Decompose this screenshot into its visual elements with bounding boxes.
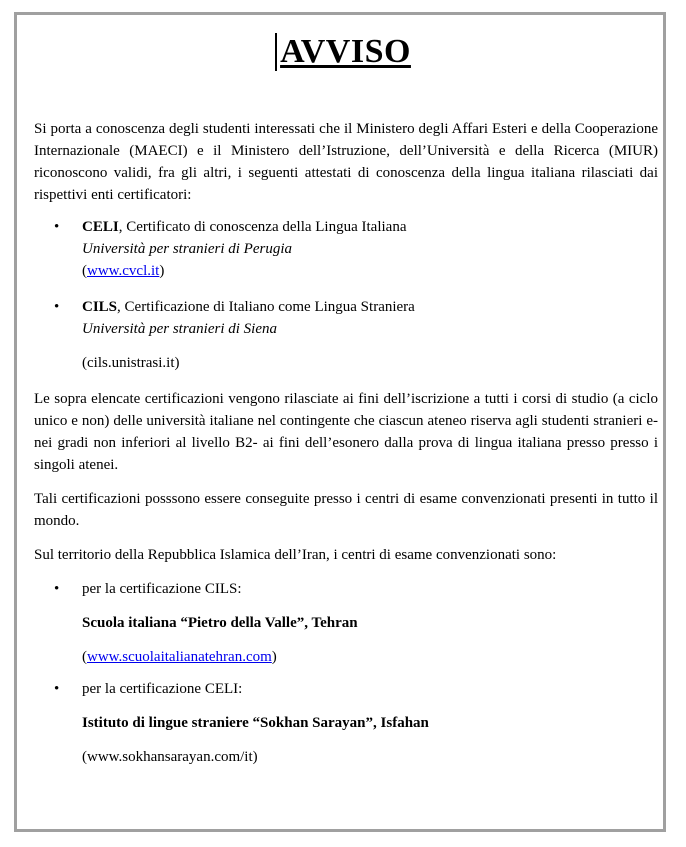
center-school: Scuola italiana “Pietro della Valle”, Tehran (82, 615, 358, 631)
cert-name: , Certificato di conoscenza della Lingua Italiana (118, 219, 407, 235)
cert-university: Università per stranieri di Siena (82, 321, 277, 337)
page-title: AVVISO (275, 33, 411, 71)
cert-website-link[interactable]: www.cvcl.it (87, 263, 160, 279)
bullet-icon: • (54, 681, 60, 697)
cert-university: Università per stranieri di Perugia (82, 241, 292, 257)
center-item-celi (34, 678, 658, 768)
title-container (0, 33, 686, 71)
center-label: per la certificazione CILS: (82, 581, 242, 597)
paren-close: ) (159, 263, 165, 279)
bullet-icon: • (54, 581, 60, 597)
cert-item-celi (34, 216, 658, 282)
document-body (34, 118, 658, 768)
cert-name: , Certificazione di Italiano come Lingua Straniera (117, 299, 415, 315)
intro-paragraph: Si porta a conoscenza degli studenti interessati che il Ministero degli Affari Esteri e della Cooperazione Internazionale (MAECI) e il Ministero dell’Istruzione, dell’Università e della Ricerca (MIUR) riconoscono validi, fra gli altri, i seguenti attestati di conoscenza della lingua italiana rilasciati dai rispettivi enti certificatori: (34, 121, 658, 203)
center-school: Istituto di lingue straniere “Sokhan Sarayan”, Isfahan (82, 715, 429, 731)
cert-item-cils (34, 296, 658, 374)
center-website: (www.sokhansarayan.com/it) (82, 749, 258, 765)
cert-acronym: CILS (82, 299, 118, 315)
paragraph-eligibility: Le sopra elencate certificazioni vengono rilasciate ai fini dell’iscrizione a tutti i corsi di studio (a ciclo unico e non) delle università italiane nel contingente che ciascun ateneo riserva agli studenti stranieri e- nei gradi non inferiori al livello B2- ai fini dell’esonero dalla prova di lingua italiana presso presso i singoli atenei. (34, 391, 658, 473)
center-website-link[interactable]: www.scuolaitalianatehran.com (87, 649, 272, 665)
bullet-icon: • (54, 299, 60, 315)
paren-open: ( (82, 263, 87, 279)
paragraph-centers: Tali certificazioni posssono essere conseguite presso i centri di esame convenzionati presenti in tutto il mondo. (34, 491, 658, 529)
paren-open: ( (82, 649, 87, 665)
center-item-cils (34, 578, 658, 668)
paren-close: ) (271, 649, 277, 665)
cert-website: (cils.unistrasi.it) (82, 355, 180, 371)
center-label: per la certificazione CELI: (82, 681, 243, 697)
cert-acronym: CELI (82, 219, 119, 235)
paragraph-iran: Sul territorio della Repubblica Islamica dell’Iran, i centri di esame convenzionati sono: (34, 547, 557, 563)
bullet-icon: • (54, 219, 60, 235)
